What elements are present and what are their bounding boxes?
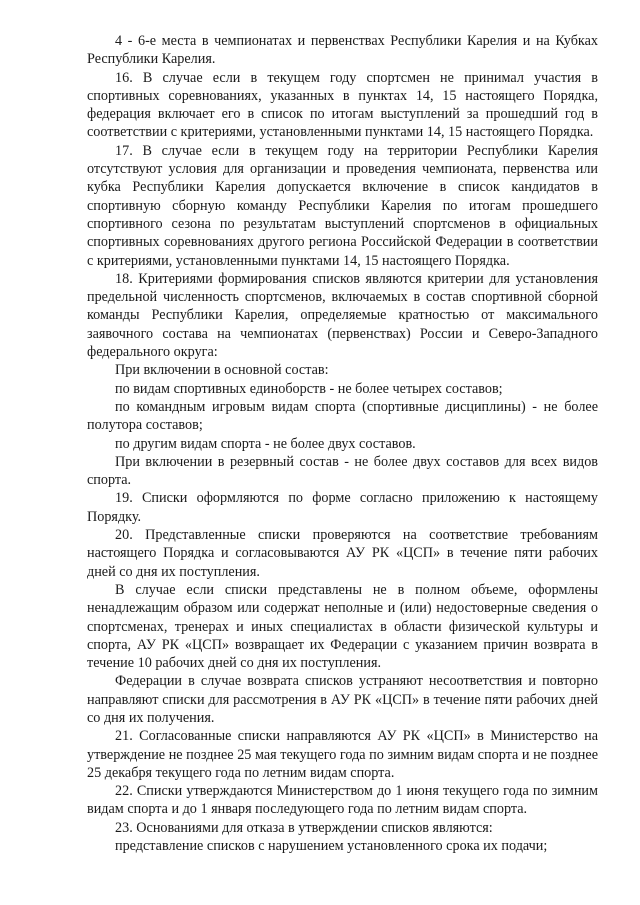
paragraph-places: 4 - 6-е места в чемпионатах и первенствах Республики Карелия и на Кубках Республики Карелия. bbox=[87, 33, 598, 68]
paragraph-23-deadline: представление списков с нарушением установленного срока их подачи; bbox=[115, 838, 548, 855]
paragraph-18: 18. Критериями формирования списков являются критерии для установления предельной численность спортсменов, включаемых в состав спортивной сборной команды Республики Карелия, определяемые кратностью от максимального заявочного состава на чемпионатах (первенствах) России и Северо-Западного федерального округа: bbox=[87, 270, 598, 361]
paragraph-18-reserve-roster: При включении в резервный состав - не более двух составов для всех видов спорта. bbox=[87, 453, 598, 489]
paragraph-21: 21. Согласованные списки направляются АУ РК «ЦСП» в Министерство на утверждение не позднее 25 мая текущего года по зимним видам спорта и не позднее 25 декабря текущего года по летним видам спорта. bbox=[87, 728, 598, 781]
paragraph-20: 20. Представленные списки проверяются на соответствие требованиям настоящего Порядка и согласовываются АУ РК «ЦСП» в течение пяти рабочих дней со дня их поступления. bbox=[87, 527, 598, 580]
paragraph-23: 23. Основаниями для отказа в утверждении списков являются: bbox=[115, 819, 493, 836]
paragraph-20-resubmit: Федерации в случае возврата списков устраняют несоответствия и повторно направляют списки для рассмотрения в АУ РК «ЦСП» в течение пяти рабочих дней со дня их получения. bbox=[87, 673, 598, 726]
paragraph-18-other-sports: по другим видам спорта - не более двух составов. bbox=[115, 435, 416, 452]
paragraph-18-team-sports: по командным игровым видам спорта (спортивные дисциплины) - не более полутора составов; bbox=[87, 398, 598, 434]
paragraph-18-martial-arts: по видам спортивных единоборств - не более четырех составов; bbox=[115, 380, 503, 397]
document-page bbox=[87, 32, 598, 855]
paragraph-20-return: В случае если списки представлены не в полном объеме, оформлены ненадлежащим образом или содержат неполные и (или) недостоверные сведения о спортсменах, тренерах и иных специалистах в области физической культуры и спорта, АУ РК «ЦСП» возвращает их Федерации с указанием причин возврата в течение 10 рабочих дней со дня их поступления. bbox=[87, 581, 598, 672]
paragraph-17: 17. В случае если в текущем году на территории Республики Карелия отсутствуют условия для организации и проведения чемпионата, первенства или кубка Республики Карелия допускается включение в список кандидатов в спортивную сборную команду Республики Карелия по итогам прошедшего спортивного сезона по результатам выступлений спортсменов в официальных спортивных соревнованиях другого региона Российской Федерации в соответствии с критериями, установленными пунктами 14, 15 настоящего Порядка. bbox=[87, 142, 598, 269]
paragraph-19: 19. Списки оформляются по форме согласно приложению к настоящему Порядку. bbox=[87, 490, 598, 525]
paragraph-18-main-roster: При включении в основной состав: bbox=[115, 362, 329, 379]
paragraph-16: 16. В случае если в текущем году спортсмен не принимал участия в спортивных соревнованиях, указанных в пунктах 14, 15 настоящего Порядка, федерация включает его в список по итогам выступлений за прошедший год в соответствии с критериями, установленными пунктами 14, 15 настоящего Порядка. bbox=[87, 69, 598, 141]
paragraph-22: 22. Списки утверждаются Министерством до 1 июня текущего года по зимним видам спорта и до 1 января последующего года по летним видам спорта. bbox=[87, 783, 598, 818]
